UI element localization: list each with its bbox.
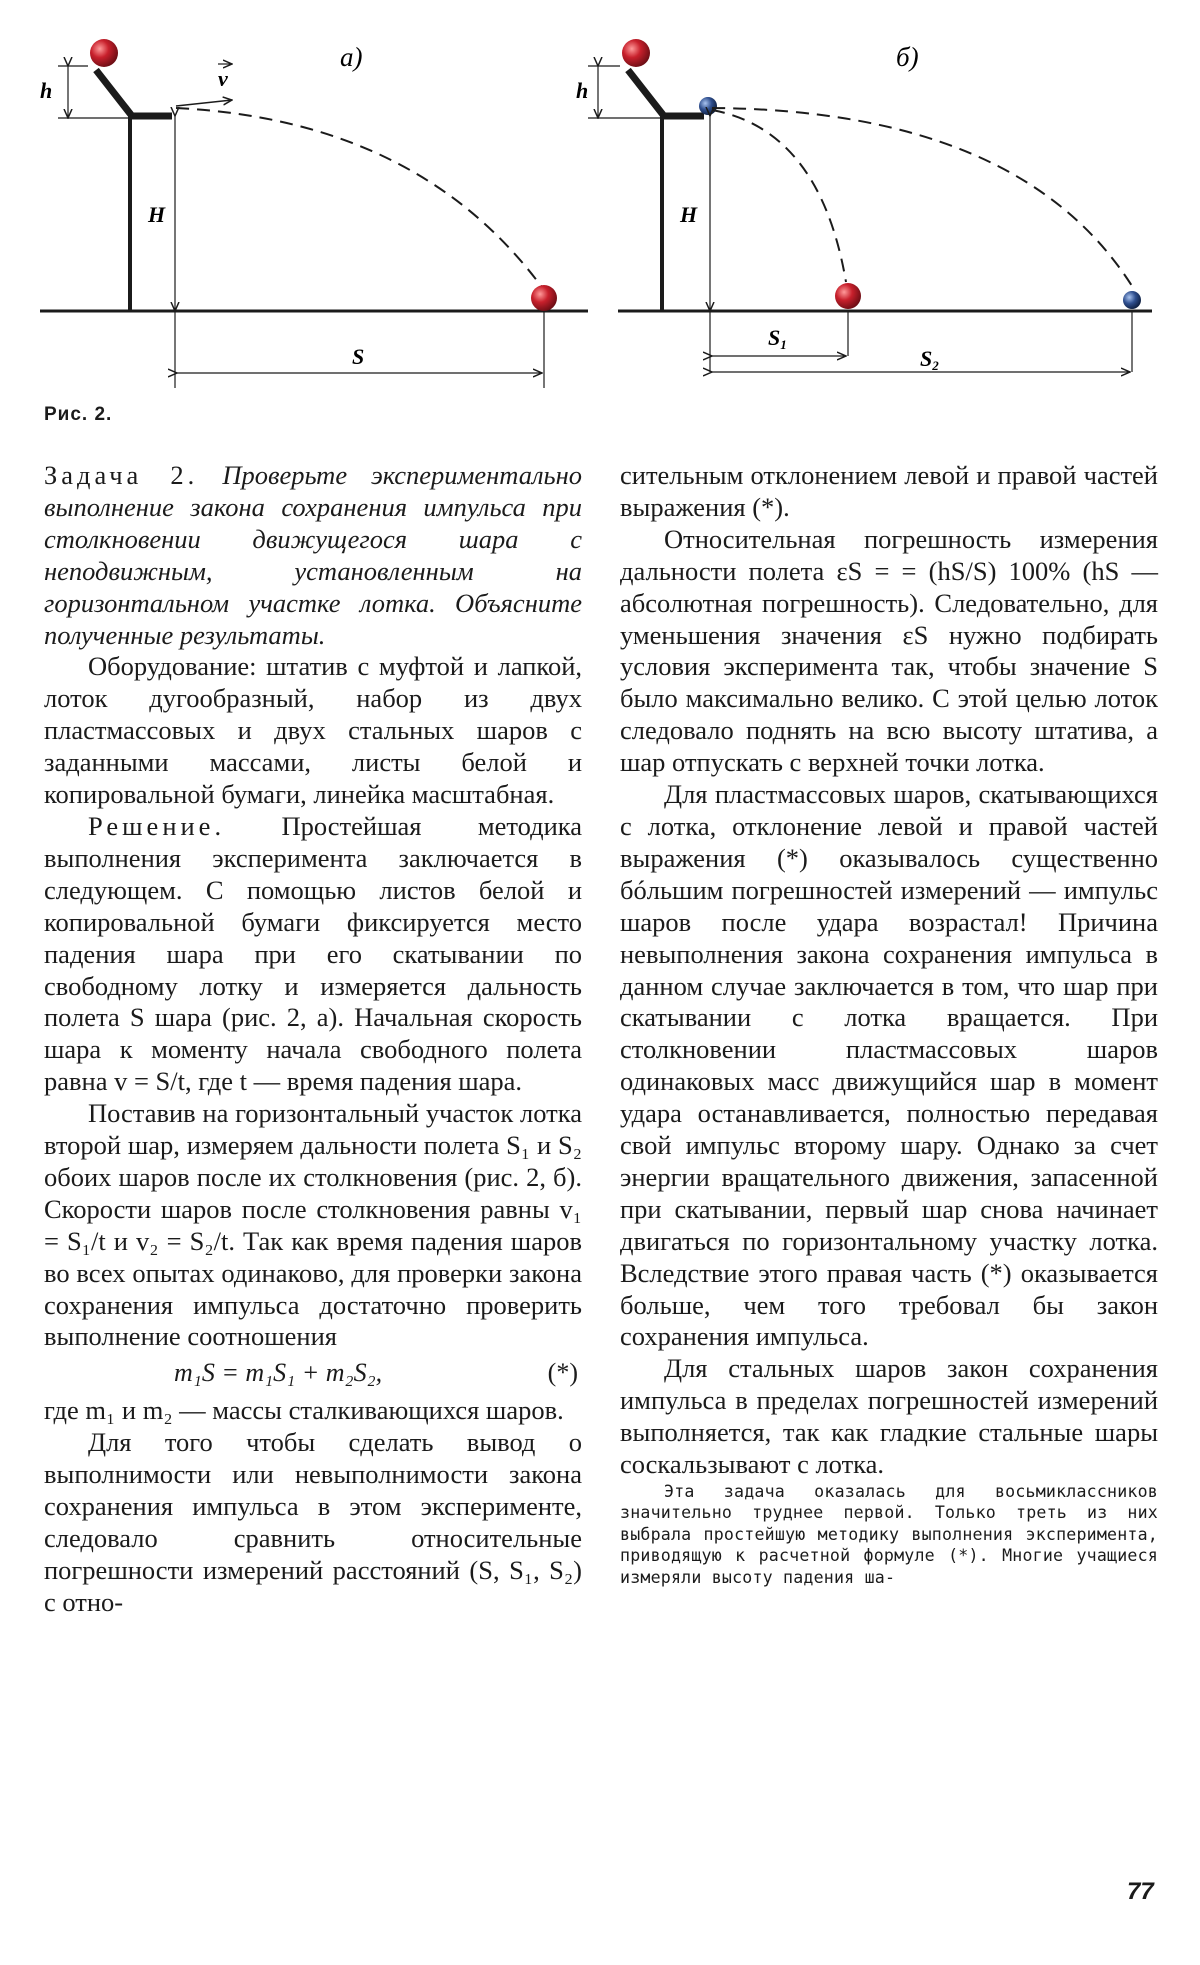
right-column: [620, 460, 1158, 1588]
paragraph-error: Относительная погрешность измерения дальности полета εS = = (hS/S) 100% (hS — абсолютная погрешность). Следовательно, для уменьшения значения εS нужно подбирать условия эксперимента так, чтобы значение S было максимально велико. С этой целью лоток следовало поднять на всю высоту штатива, а шар отпускать с верхней точки лотка.: [620, 523, 1158, 778]
momentum-formula: [44, 1357, 582, 1391]
panel-b: [576, 39, 1152, 373]
ball-blue-land-b: [1123, 291, 1141, 309]
ball-red-start-b: [622, 39, 650, 67]
ball-red-land-a: [531, 285, 557, 311]
paragraph-plastic-balls: Для пластмассовых шаров, скатывающихся с лотка, отклонение левой и правой частей выражения (*) оказывалось существенно бóльшим погрешностей измерений — импульс шаров после удара возрастал! Причина невыполнения закона сохранения импульса в данном случае заключается в том, что шар при скатывании с лотка вращается. При столкновении пластмассовых шаров одинаковых масс движущийся шар в момент удара останавливается, полностью передавая свой импульс второму шару. Однако за счет энергии вращательного движения, запасенной при скатывании, первый шар снова начинает двигаться по горизонтальному участку лотка. Вследствие этого правая часть (*) оказывается больше, чем того требовал бы закон сохранения импульса.: [620, 779, 1158, 1352]
figure-caption: Рис. 2.: [44, 404, 113, 425]
solution-heading: Решение.: [88, 810, 226, 841]
chute-b: [628, 70, 704, 116]
S1-label-b: S1: [768, 325, 787, 352]
figure-2: [0, 0, 1200, 440]
ball-red-start-a: [90, 39, 118, 67]
figure-2-drawing: [0, 0, 1200, 440]
H-label-a: H: [148, 202, 166, 227]
formula-tag: (*): [547, 1358, 578, 1388]
equipment-paragraph: Оборудование: штатив с муфтой и лапкой, лоток дугообразный, набор из двух пластмассовых и двух стальных шаров с заданными массами, листы белой и копировальной бумаги, линейка масштабная.: [44, 651, 582, 810]
paragraph-continuation: сительным отклонением левой и правой частей выражения (*).: [620, 460, 1158, 522]
solution-text: Простейшая методика выполнения эксперимента заключается в следующем. С помощью листов белой и копировальной бумаги фиксируется место падения шара при его скатывании по свободному лотку и измеряется дальность полета S шара (рис. 2, а). Начальная скорость шара к моменту начала свободного полета равна v = S/t, где t — время падения шара.: [44, 810, 583, 1097]
panel-a-label: а): [340, 42, 363, 72]
S-label-a: S: [352, 344, 365, 369]
paragraph-collision: Поставив на горизонтальный участок лотка второй шар, измеряем дальности полета S₁ и S₂ обоих шаров после их столкновения (рис. 2, б). Скорости шаров после столкновения равны v₁ = S₁/t и v₂ = S₂/t. Так как время падения шаров во всех опытах одинаково, для проверки закона сохранения импульса достаточно проверить выполнение соотношения: [44, 1098, 582, 1352]
editorial-note: Эта задача оказалась для восьмиклассников значительно труднее первой. Только треть из них выбрала простейшую методику выполнения эксперимента, приводящую к расчетной формуле (*). Многие учащиеся измеряли высоту падения ша-: [620, 1482, 1158, 1587]
solution-paragraph: [44, 811, 582, 1098]
S2-label-b: S2: [920, 346, 939, 373]
paragraph-conclusion: Для того чтобы сделать вывод о выполнимости или невыполнимости закона сохранения импульса в этом эксперименте, следовало сравнить относительные погрешности измерений расстояний (S, S₁, S₂) с отно-: [44, 1427, 582, 1617]
panel-b-label: б): [896, 42, 919, 72]
trajectory-b-long: [712, 108, 1132, 286]
task-text: Проверьте экспериментально выполнение закона сохранения импульса при столкновении движущегося шара с неподвижным, установленным на горизонтальном участке лотка. Объясните полученные результаты.: [44, 460, 583, 650]
chute-a: [96, 70, 172, 116]
task-heading: Задача 2.: [44, 460, 199, 490]
h-label-a: h: [40, 78, 53, 103]
trajectory-a: [176, 108, 544, 290]
ball-red-land-b: [835, 283, 861, 309]
H-label-b: H: [680, 202, 698, 227]
panel-a: [40, 39, 588, 388]
left-column: [44, 460, 582, 1619]
ball-blue-start-b: [699, 97, 717, 115]
paragraph-steel-balls: Для стальных шаров закон сохранения импульса в пределах погрешностей измерений выполняется, так как гладкие стальные шары соскальзывают с лотка.: [620, 1353, 1158, 1480]
h-label-b: h: [576, 78, 589, 103]
task-paragraph: [44, 460, 582, 651]
page-number: 77: [1127, 1878, 1154, 1905]
paragraph-masses: где m₁ и m₂ — массы сталкивающихся шаров.: [44, 1395, 564, 1426]
formula-body: m₁S = m₁S₁ + m₂S₂,: [174, 1358, 383, 1388]
v-label-a: v: [218, 66, 228, 91]
trajectory-b-short: [712, 110, 846, 282]
